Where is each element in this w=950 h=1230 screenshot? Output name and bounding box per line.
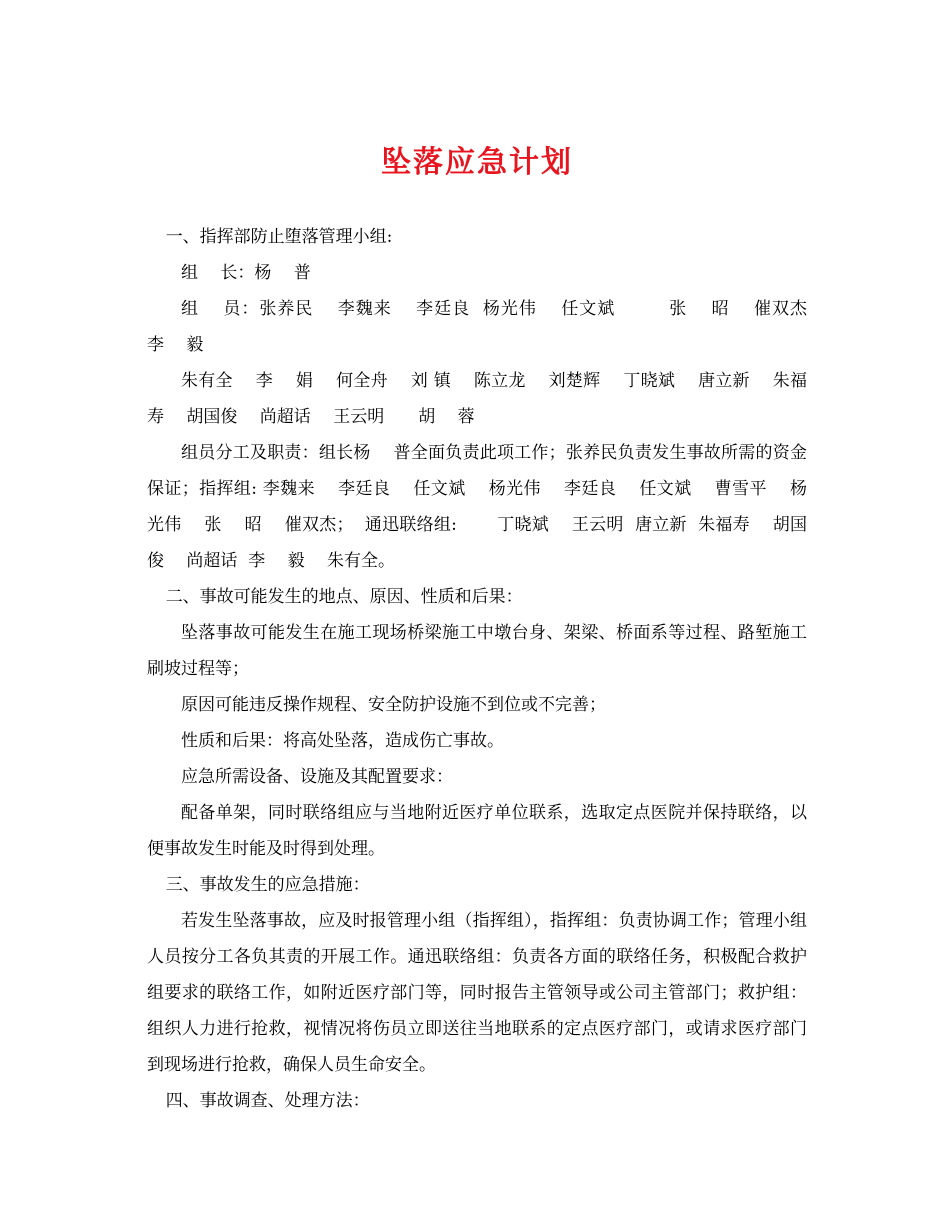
paragraph-group-leader: 组 长：杨 普	[181, 263, 311, 283]
paragraph-equipment: 配备单架，同时联络组应与当地附近医疗单位联系，选取定点医院并保持联络，以便事故发生时能及时得到处理。	[147, 803, 807, 859]
section-heading-4: 四、事故调查、处理方法：	[165, 1091, 370, 1111]
paragraph-group-members-continued: 朱有全 李 娟 何全舟 刘 镇 陈立龙 刘楚辉 丁晓斌 唐立新 朱福寿 胡国俊 尚超话 王云明 胡 蓉	[147, 371, 807, 427]
document-page	[147, 140, 830, 1119]
section-heading-1: 一、指挥部防止堕落管理小组:	[165, 227, 393, 247]
paragraph-duties: 组员分工及职责：组长杨 普全面负责此项工作；张养民负责发生事故所需的资金保证；指挥组: 李魏来 李廷良 任文斌 杨光伟 李廷良 任文斌 曹雪平 杨光伟 张 昭 催双杰； 通迅联络组: 丁晓斌 王云明 唐立新 朱福寿 胡国俊 尚超话 李 毅 朱有全。	[147, 443, 807, 571]
paragraph-locations: 坠落事故可能发生在施工现场桥梁施工中墩台身、架梁、桥面系等过程、路堑施工刷坡过程等；	[147, 623, 807, 679]
paragraph-equipment-heading: 应急所需设备、设施及其配置要求：	[181, 767, 453, 787]
paragraph-emergency-measures: 若发生坠落事故，应及时报管理小组（指挥组），指挥组：负责协调工作；管理小组人员按分工各负其责的开展工作。通迅联络组：负责各方面的联络任务，积极配合救护组要求的联络工作，如附近医疗部门等，同时报告主管领导或公司主管部门；救护组：组织人力进行抢救，视情况将伤员立即送往当地联系的定点医疗部门，或请求医疗部门到现场进行抢救，确保人员生命安全。	[147, 911, 807, 1075]
paragraph-causes: 原因可能违反操作规程、安全防护设施不到位或不完善；	[181, 695, 606, 715]
paragraph-group-members: 组 员：张养民 李魏来 李廷良 杨光伟 任文斌 张 昭 催双杰 李 毅	[147, 299, 830, 355]
paragraph-consequences: 性质和后果：将高处坠落，造成伤亡事故。	[181, 731, 504, 751]
section-heading-3: 三、事故发生的应急措施：	[165, 875, 370, 895]
section-heading-2: 二、事故可能发生的地点、原因、性质和后果：	[165, 587, 523, 607]
document-title: 坠落应急计划	[381, 145, 573, 180]
